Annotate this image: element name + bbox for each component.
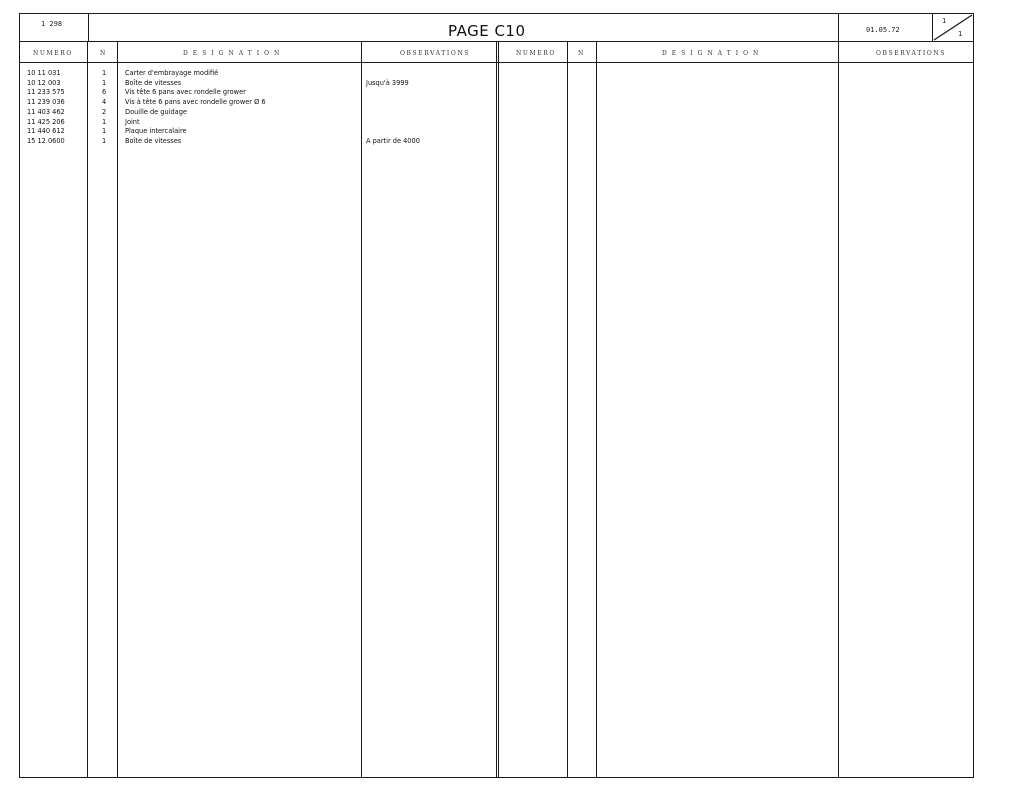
cell-designation: Douille de guidage [125, 107, 187, 116]
frame-top-line [19, 13, 974, 14]
header-code-separator [88, 13, 89, 42]
column-header-observations: OBSERVATIONS [400, 50, 470, 57]
cell-qty: 1 [102, 136, 107, 145]
col-sep-qty-designation [117, 41, 118, 778]
cell-numero: 10 11 031 [27, 69, 61, 77]
table-row [0, 118, 500, 128]
table-row [0, 108, 500, 118]
sheet-number-current: 1 [942, 17, 947, 25]
cell-designation: Vis tête 6 pans avec rondelle grower [125, 88, 246, 97]
col-sep-qty-designation-right [596, 41, 597, 778]
parts-table-body [0, 69, 1022, 149]
table-row [0, 137, 500, 147]
cell-numero: 15 12 0600 [27, 136, 65, 145]
column-header-qty: N [100, 50, 107, 57]
table-row [0, 98, 500, 108]
sheet-number-diagonal [933, 14, 973, 41]
cell-qty: 4 [102, 98, 107, 107]
column-header-observations-right: OBSERVATIONS [876, 50, 946, 57]
column-header-qty-right: N [578, 50, 585, 57]
sheet-number-total: 1 [958, 30, 963, 38]
column-header-designation: DESIGNATION [183, 50, 285, 57]
column-header-numero: NUMERO [33, 50, 73, 57]
document-date: 01.05.72 [866, 26, 900, 34]
column-header-numero-right: NUMERO [516, 50, 556, 57]
col-sep-designation-observations-right [838, 41, 839, 778]
cell-numero: 10 12 003 [27, 78, 61, 87]
cell-numero: 11 233 575 [27, 88, 65, 97]
table-row [0, 127, 500, 137]
col-sep-numero-qty-right [567, 41, 568, 778]
cell-qty: 1 [102, 117, 107, 126]
cell-numero: 11 239 036 [27, 98, 65, 107]
cell-qty: 1 [102, 69, 107, 77]
cell-qty: 2 [102, 107, 107, 116]
header-date-separator [838, 13, 839, 42]
cell-designation: Plaque intercalaire [125, 127, 187, 136]
cell-qty: 1 [102, 127, 107, 136]
column-header-designation-right: DESIGNATION [662, 50, 764, 57]
table-row [0, 88, 500, 98]
table-row [0, 79, 500, 89]
document-code: 1 298 [41, 20, 63, 28]
table-row [0, 69, 500, 79]
page-title: PAGE C10 [448, 22, 526, 40]
cell-qty: 1 [102, 78, 107, 87]
cell-qty: 6 [102, 88, 107, 97]
cell-designation: Carter d'embrayage modifié [125, 69, 219, 77]
cell-numero: 11 425 206 [27, 117, 65, 126]
cell-observations: A partir de 4000 [366, 136, 420, 145]
cell-numero: 11 403 462 [27, 107, 65, 116]
cell-designation: Joint [125, 117, 140, 126]
col-sep-numero-qty [87, 41, 88, 778]
cell-designation: Boîte de vitesses [125, 78, 182, 87]
cell-designation: Vis à tête 6 pans avec rondelle grower Ø 6 [125, 98, 266, 107]
cell-designation: Boîte de vitesses [125, 136, 182, 145]
col-sep-designation-observations [361, 41, 362, 778]
cell-numero: 11 440 612 [27, 127, 65, 136]
cell-observations: Jusqu'à 3999 [366, 78, 409, 87]
col-sep-center-right [498, 41, 499, 778]
